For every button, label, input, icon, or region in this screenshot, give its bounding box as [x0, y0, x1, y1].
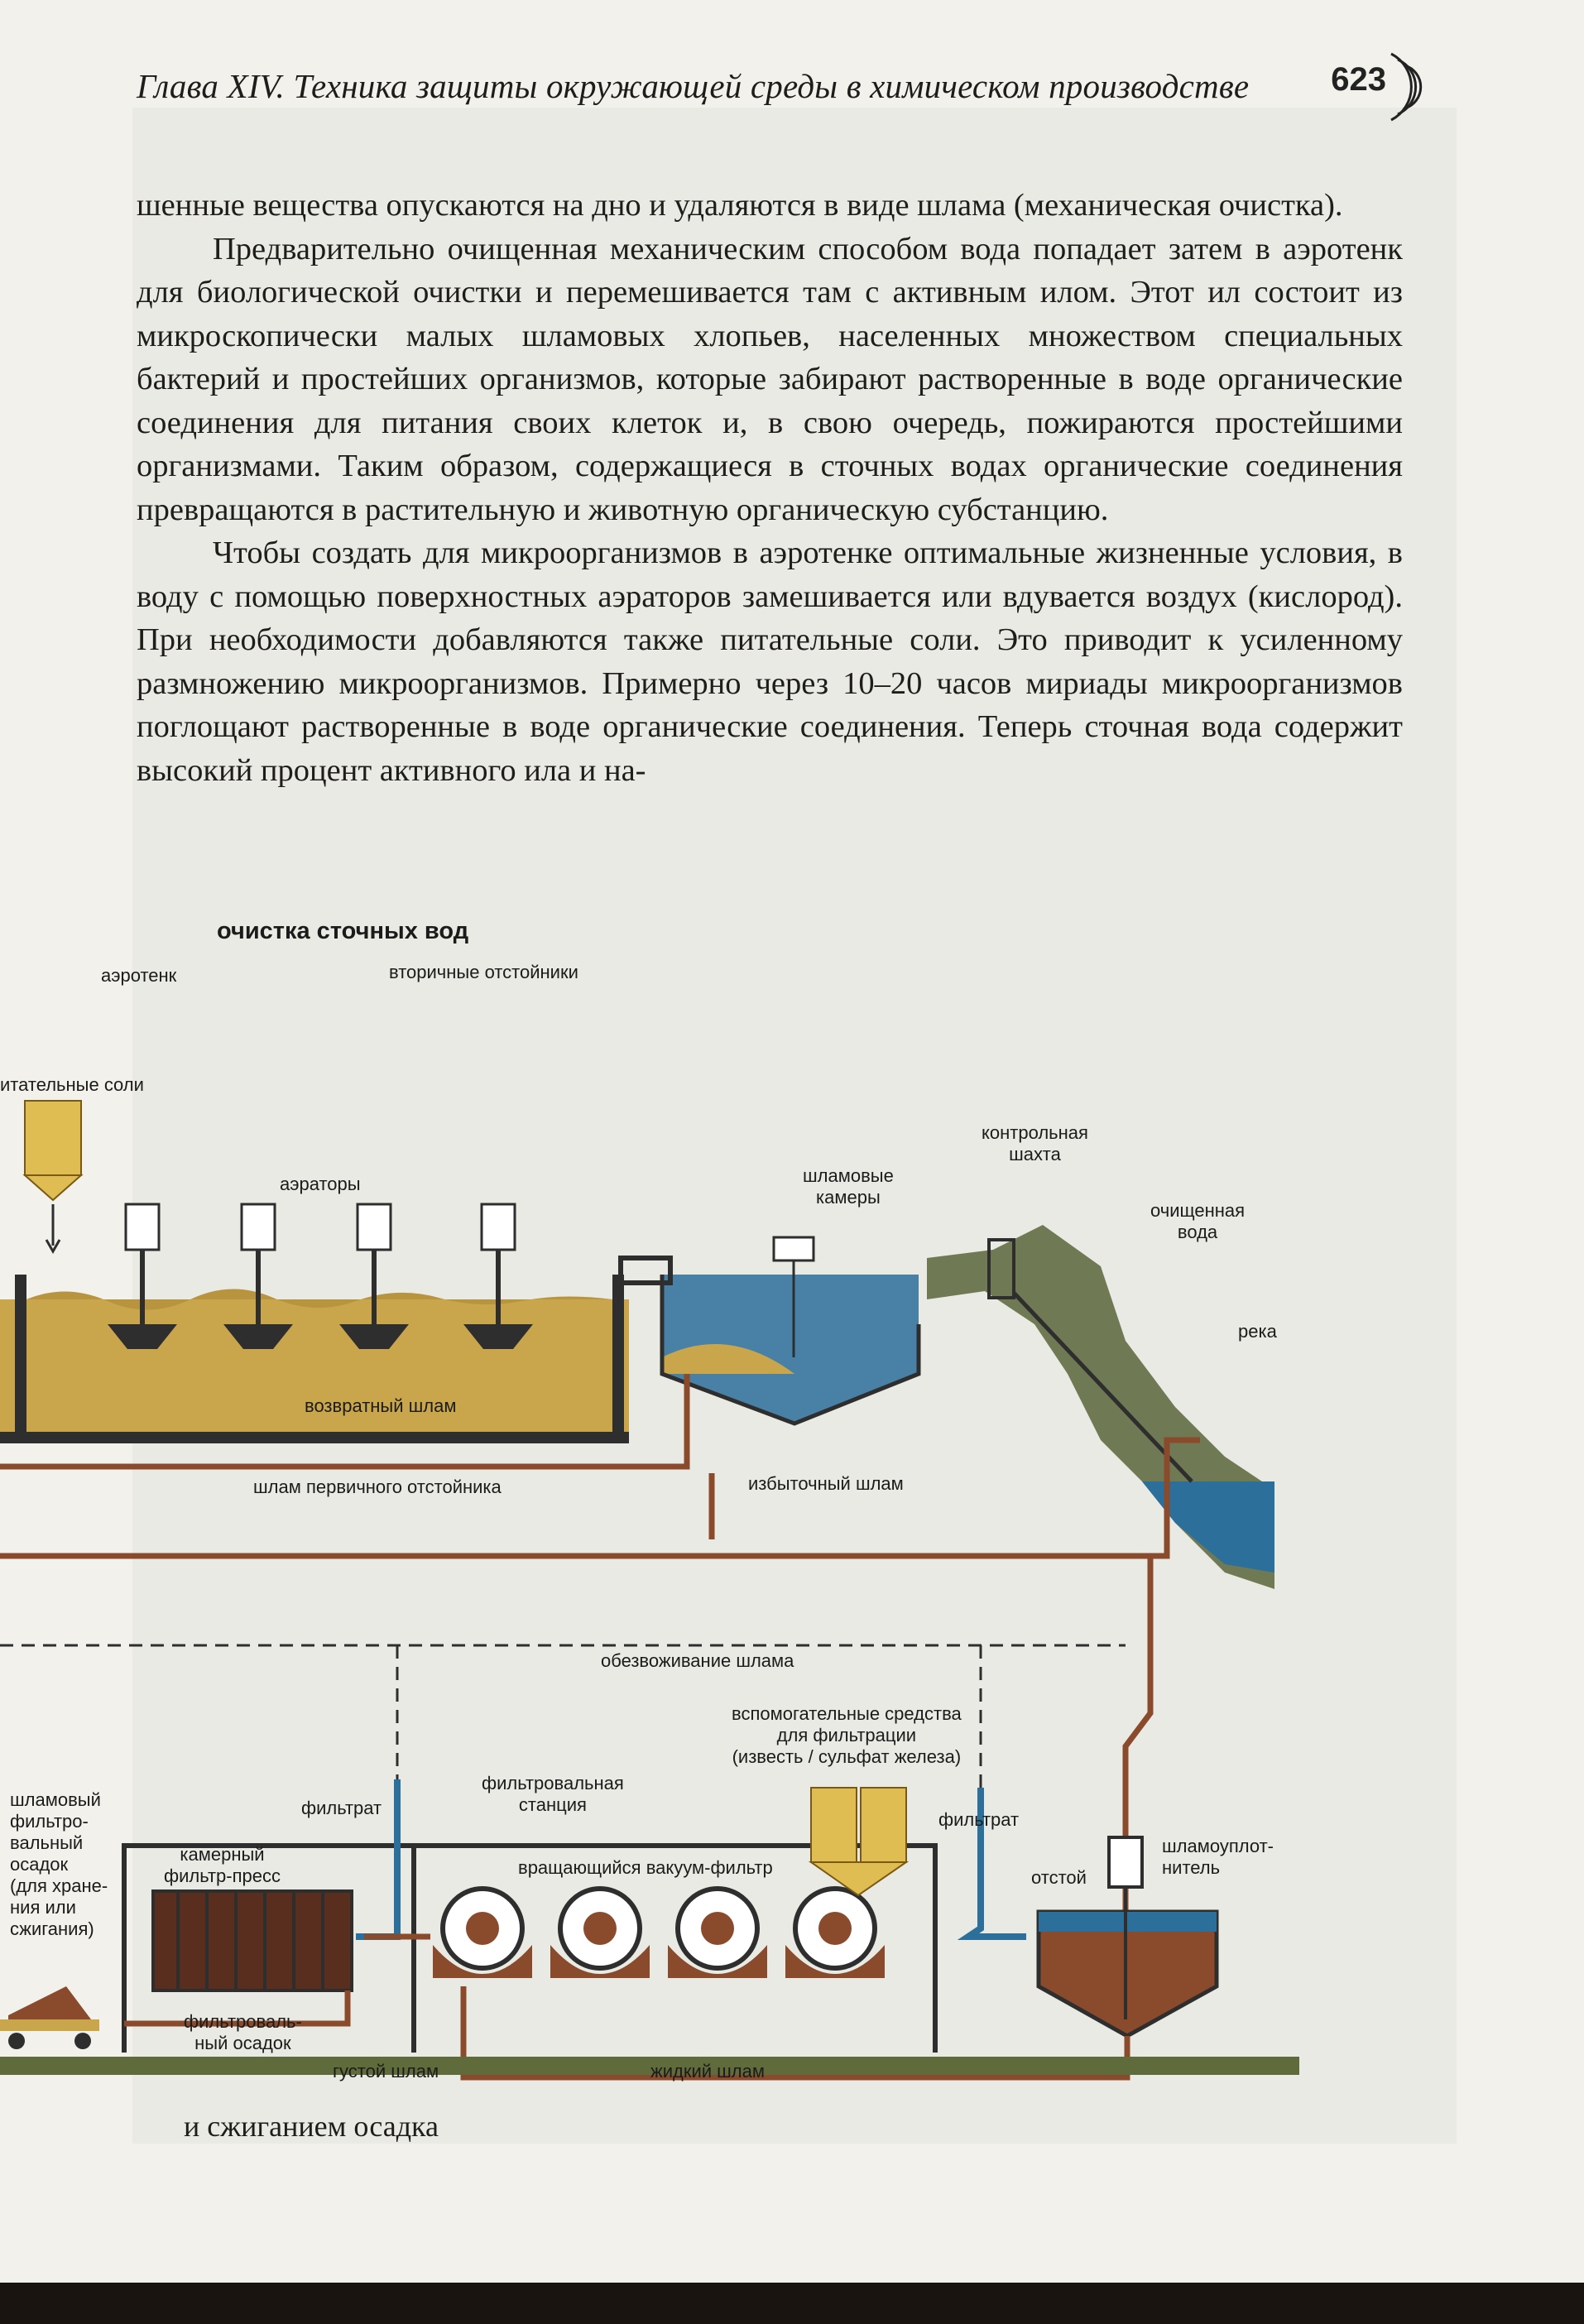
chapter-title: Глава XIV. Техника защиты окружающей среды в химическом производстве [137, 67, 1250, 105]
body-text [137, 184, 1403, 792]
paragraph: Чтобы создать для микроорганизмов в аэротенке оптимальные жизненные условия, в воду с помощью поверхностных аэраторов замешивается или вдувается воздух (кислород). При необходимости добавляются также питательные соли. Это приводит к усиленному размножению микроорганизмов. Примерно через 10–20 часов мириады микроорганизмов поглощают растворенные в воде органические соединения. Теперь сточная вода содержит высокий процент активного ила и на- [137, 535, 1403, 788]
label-text: камерный фильтр-пресс [164, 1844, 281, 1886]
label-control-shaft [982, 1122, 1088, 1165]
paragraph: шенные вещества опускаются на дно и удаляются в виде шлама (механическая очистка). [137, 188, 1343, 223]
label-filtrate-right: фильтрат [938, 1809, 1020, 1830]
label-text: фильтроваль- ный осадок [184, 2011, 302, 2053]
filter-cake-cart [0, 1986, 99, 2049]
label-filter-cake [184, 2011, 302, 2054]
ground-line [0, 2057, 1299, 2075]
running-header [137, 60, 1411, 118]
label-thick-sludge: густой шлам [333, 2061, 439, 2082]
label-text: контрольная шахта [982, 1122, 1088, 1164]
aerotank-basin [0, 1275, 629, 1443]
label-liquid-sludge: жидкий шлам [650, 2061, 766, 2082]
label-aerators: аэраторы [280, 1174, 361, 1194]
chamber-filter-press [153, 1891, 352, 1990]
label-text: фильтровальная станция [482, 1773, 624, 1815]
label-sludge-thickener [1162, 1836, 1274, 1879]
label-return-sludge: возвратный шлам [305, 1395, 457, 1416]
label-chamber-filter-press [164, 1844, 281, 1887]
label-text: шламоуплот- нитель [1162, 1836, 1274, 1878]
treatment-diagram [0, 910, 1584, 2177]
rotary-vacuum-filters [433, 1889, 885, 1978]
page-bottom-edge [0, 2283, 1584, 2324]
label-rotary-vacuum-filter: вращающийся вакуум-фильтр [518, 1857, 773, 1878]
label-text: шламовые камеры [803, 1165, 894, 1208]
label-primary-settler-sludge: шлам первичного отстойника [253, 1477, 502, 1497]
label-sludge-dewatering: обезвоживание шлама [601, 1650, 794, 1671]
nutrient-salt-hopper [25, 1101, 81, 1251]
secondary-settler [621, 1237, 919, 1424]
paragraph: Предварительно очищенная механическим способом вода попадает затем в аэротенк для биологической очистки и перемешивается там с активным илом. Этот ил состоит из микроскопически малых шламовых хлопьев, населенных множеством специальных бактерий и простейших организмов, которые забирают растворенные в воде органические соединения для питания своих клеток и, в свою очередь, пожираются простейшими организмами. Таким образом, содержащиеся в сточных водах органические соединения превращаются в растительную и животную органическую субстанцию. [137, 231, 1403, 527]
label-river: река [1238, 1321, 1277, 1342]
figure-title: очистка сточных вод [217, 918, 469, 944]
label-sludge-chambers [803, 1165, 894, 1208]
figure-caption-end: и сжиганием осадка [184, 2110, 439, 2143]
label-filter-station [482, 1773, 624, 1816]
label-nutrient-salts: итательные соли [0, 1074, 144, 1095]
label-filter-aids [732, 1703, 962, 1768]
label-text: вспомогательные средства для фильтрации (известь / сульфат железа) [732, 1703, 962, 1767]
label-settling: отстой [1031, 1867, 1087, 1888]
filter-aid-hoppers [811, 1788, 906, 1895]
river-outfall [927, 1225, 1274, 1589]
label-text: очищенная вода [1150, 1200, 1246, 1242]
page-number: 623 [1331, 61, 1386, 98]
label-excess-sludge: избыточный шлам [748, 1473, 904, 1494]
label-secondary-settlers: вторичные отстойники [389, 962, 578, 982]
wastewater-treatment-figure [0, 910, 1584, 2177]
label-sludge-filter-cake [10, 1789, 108, 1940]
label-text: шламовый фильтро- вальный осадок (для хране- ния или сжигания) [10, 1789, 108, 1939]
label-filtrate-left: фильтрат [301, 1798, 382, 1818]
label-purified-water [1150, 1200, 1245, 1243]
page-number-arcs-icon [1358, 41, 1449, 132]
label-aerotank: аэротенк [101, 965, 177, 986]
